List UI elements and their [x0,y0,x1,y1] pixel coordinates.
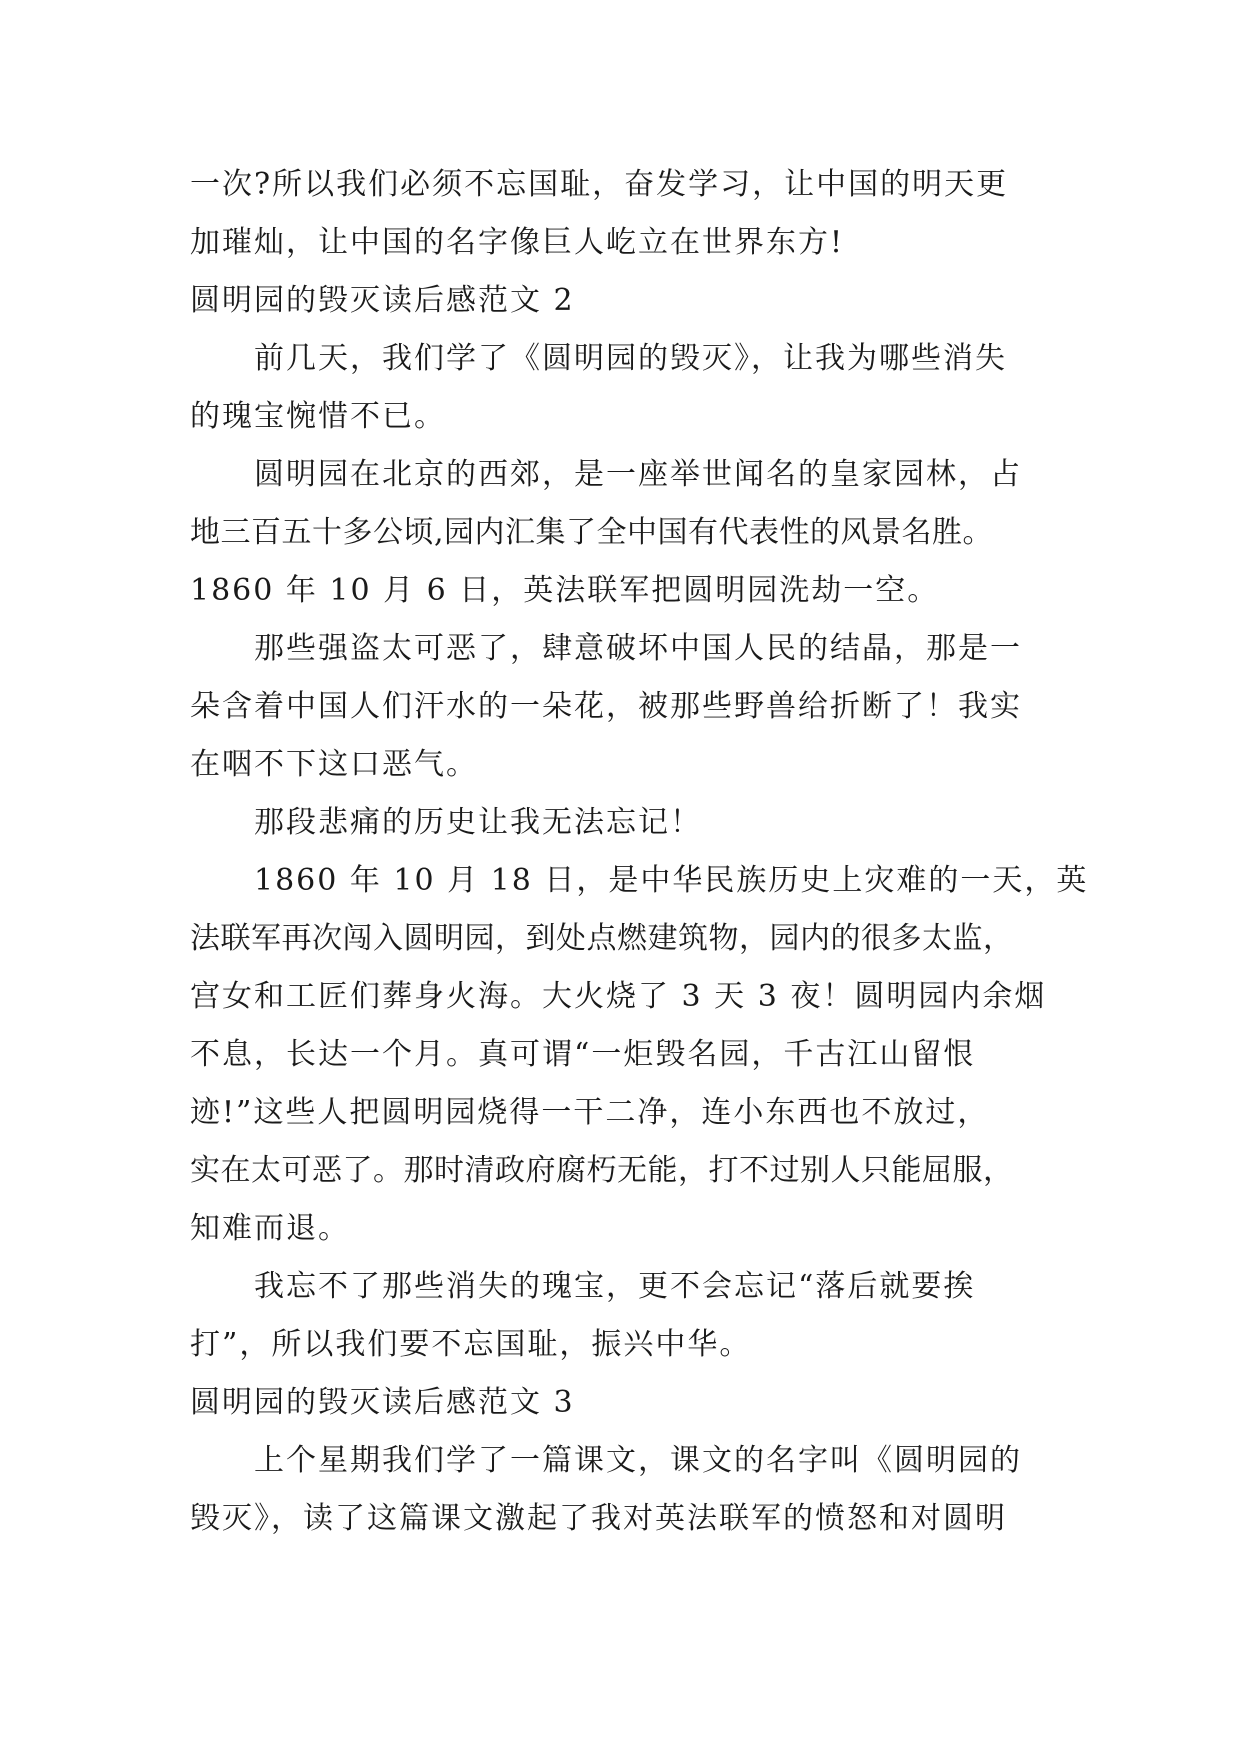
text-line: 圆明园在北京的西郊，是一座举世闻名的皇家园林，占 [254,457,1022,492]
text-line: 宫女和工匠们葬身火海。大火烧了 3 天 3 夜！圆明园内余烟 [190,979,1047,1014]
text-line: 迹!”这些人把圆明园烧得一干二净，连小东西也不放过， [190,1095,990,1130]
text-line: 一次?所以我们必须不忘国耻，奋发学习，让中国的明天更 [190,167,1009,202]
text-line: 实在太可恶了。那时清政府腐朽无能，打不过别人只能屈服， [190,1153,1014,1188]
text-line: 那段悲痛的历史让我无法忘记！ [254,805,702,840]
section-heading: 圆明园的毁灭读后感范文 2 [190,283,575,318]
text-line: 不息，长达一个月。真可谓“一炬毁名园，千古江山留恨 [190,1037,976,1072]
text-line: 毁灭》，读了这篇课文激起了我对英法联军的愤怒和对圆明 [190,1501,1007,1536]
text-line: 前几天，我们学了《圆明园的毁灭》，让我为哪些消失 [254,341,1007,376]
text-line: 地三百五十多公顷,园内汇集了全中国有代表性的风景名胜。 [190,515,994,550]
text-line: 那些强盗太可恶了，肆意破坏中国人民的结晶，那是一 [254,631,1022,666]
text-line: 知难而退。 [190,1211,350,1246]
text-line: 的瑰宝惋惜不已。 [190,399,446,434]
text-line: 上个星期我们学了一篇课文，课文的名字叫《圆明园的 [254,1443,1022,1478]
text-line: 1860 年 10 月 6 日，英法联军把圆明园洗劫一空。 [190,573,940,608]
text-line: 我忘不了那些消失的瑰宝，更不会忘记“落后就要挨 [254,1269,976,1304]
text-line: 在咽不下这口恶气。 [190,747,478,782]
section-heading: 圆明园的毁灭读后感范文 3 [190,1385,575,1420]
text-line: 法联军再次闯入圆明园，到处点燃建筑物，园内的很多太监， [190,921,1014,956]
document-body [190,156,1089,1548]
text-line: 1860 年 10 月 18 日，是中华民族历史上灾难的一天，英 [254,863,1089,898]
text-line: 加璀灿，让中国的名字像巨人屹立在世界东方! [190,225,845,260]
text-line: 打”，所以我们要不忘国耻，振兴中华。 [190,1327,752,1362]
text-line: 朵含着中国人们汗水的一朵花，被那些野兽给折断了！我实 [190,689,1022,724]
